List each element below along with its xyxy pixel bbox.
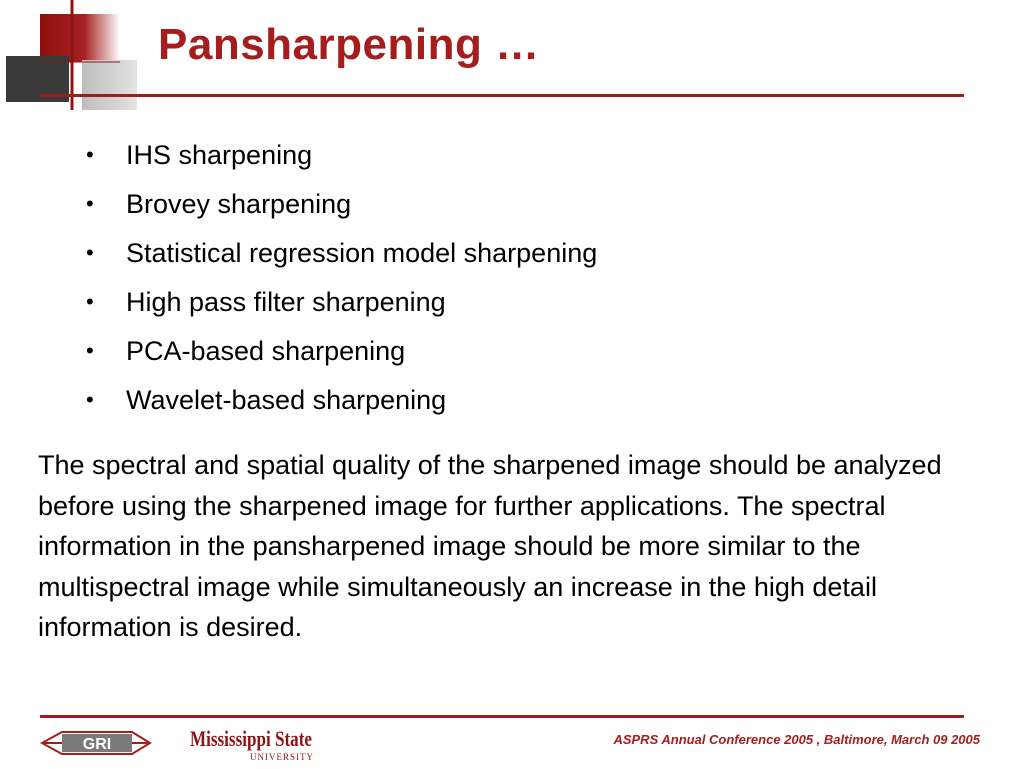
body-paragraph: The spectral and spatial quality of the sharpened image should be analyzed before using the sharpened image for further applications. The spectral information in the pansharpened image should be more similar to the multispectral image while simultaneously an increase in the high detail information is desired. <box>38 450 942 642</box>
bullet-text: PCA-based sharpening <box>126 336 406 366</box>
bullet-icon: • <box>86 289 94 314</box>
gri-logo-graphic <box>40 728 152 758</box>
bullet-item <box>86 285 597 334</box>
bullet-text: High pass filter sharpening <box>126 287 446 317</box>
bullet-item <box>86 187 597 236</box>
bullet-list <box>86 138 597 432</box>
bullet-icon: • <box>86 387 94 412</box>
bullet-text: Brovey sharpening <box>126 189 352 219</box>
bullet-icon: • <box>86 191 94 216</box>
msu-logo <box>190 722 315 764</box>
slide-title: Pansharpening … <box>158 20 540 69</box>
bullet-item <box>86 138 597 187</box>
header-squares-graphic <box>0 0 145 115</box>
gri-logo <box>40 728 152 758</box>
bullet-item <box>86 334 597 383</box>
bullet-item <box>86 236 597 285</box>
bullet-icon: • <box>86 240 94 265</box>
title-divider <box>40 94 964 97</box>
bullet-text: IHS sharpening <box>126 140 313 170</box>
conference-footer: ASPRS Annual Conference 2005 , Baltimore, March 09 2005 <box>613 732 980 747</box>
bullet-icon: • <box>86 338 94 363</box>
bullet-item <box>86 383 597 432</box>
header-decoration <box>0 0 145 115</box>
msu-logo-text: Mississippi State <box>190 726 313 751</box>
bullet-text: Statistical regression model sharpening <box>126 238 598 268</box>
msu-logo-graphic <box>190 722 315 764</box>
footer-divider <box>40 715 964 718</box>
bullet-text: Wavelet-based sharpening <box>126 385 447 415</box>
msu-logo-subtext: UNIVERSITY <box>250 752 314 762</box>
bullet-icon: • <box>86 142 94 167</box>
gri-logo-text: GRI <box>82 736 112 753</box>
